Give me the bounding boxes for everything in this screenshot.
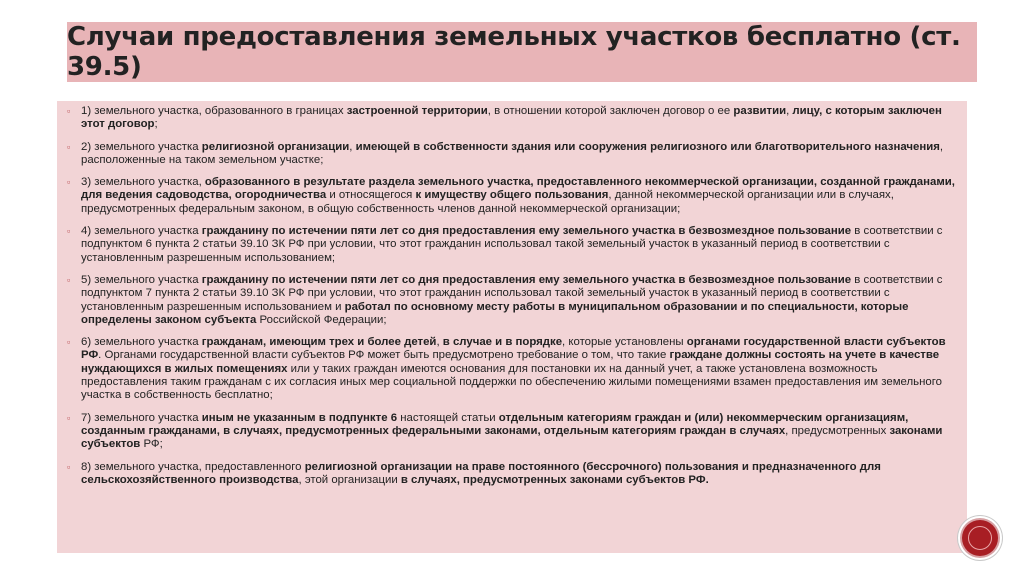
emphasis-text: образованного в результате раздела земельного участка, предоставленного некоммерческой организации, созданной гражданами, для ведения садоводства, огородничества bbox=[81, 176, 955, 202]
plain-text: Российской Федерации; bbox=[256, 313, 387, 326]
list-item-text bbox=[81, 141, 959, 168]
bullet-icon: ▫ bbox=[67, 177, 71, 188]
plain-text: и относящегося bbox=[326, 189, 416, 202]
emphasis-text: застроенной территории bbox=[346, 105, 488, 117]
list-item bbox=[67, 412, 959, 452]
emphasis-text: гражданину по истечении пяти лет со дня предоставления ему земельного участка в безвозмездное пользование bbox=[201, 273, 852, 286]
plain-text: , предусмотренных bbox=[785, 424, 890, 437]
list-item-text bbox=[81, 336, 959, 402]
plain-text: 6) земельного участка bbox=[81, 336, 202, 349]
plain-text: , которые установлены bbox=[562, 336, 687, 349]
emphasis-text: лицу, с которым заключен этот договор bbox=[81, 105, 942, 131]
emphasis-text: работал по основному месту работы в муниципальном образовании и по специальности, которые определены законом субъекта bbox=[81, 300, 909, 326]
list-item-text bbox=[81, 461, 959, 488]
bullet-icon: ▫ bbox=[67, 274, 71, 285]
emphasis-text: в случаях, предусмотренных законами субъектов РФ. bbox=[400, 473, 709, 486]
emphasis-text: в случае и в порядке bbox=[442, 336, 563, 349]
emphasis-text: органами государственной власти субъектов РФ bbox=[81, 336, 946, 362]
list-item bbox=[67, 141, 959, 168]
bullet-icon: ▫ bbox=[67, 337, 71, 348]
list-item bbox=[67, 225, 959, 265]
emphasis-text: гражданину по истечении пяти лет со дня предоставления ему земельного участка в безвозмездное пользование bbox=[201, 225, 852, 238]
plain-text: . Органами государственной власти субъектов РФ может быть предусмотрено требование о том, что такие bbox=[98, 349, 670, 362]
emphasis-text: гражданам, имеющим трех и более детей bbox=[201, 336, 437, 349]
emphasis-text: религиозной организации bbox=[201, 140, 350, 153]
plain-text: , расположенные на таком земельном участке; bbox=[81, 140, 944, 166]
plain-text: 1) земельного участка, образованного в границах bbox=[81, 105, 347, 117]
list-item bbox=[67, 274, 959, 327]
list-item bbox=[67, 176, 959, 216]
emphasis-text: отдельным категориям граждан и (или) некоммерческим организациям, созданным гражданами, в случаях, предусмотренных федеральными законами, отдельным категориям граждан в случаях bbox=[81, 411, 909, 437]
plain-text: , bbox=[349, 140, 356, 153]
emphasis-text: законами субъектов bbox=[81, 424, 943, 451]
plain-text: 8) земельного участка, предоставленного bbox=[81, 460, 305, 473]
list-item-text bbox=[81, 176, 959, 216]
plain-text: ; bbox=[154, 118, 158, 131]
plain-text: настоящей статьи bbox=[397, 411, 499, 424]
emphasis-text: иным не указанным в подпункте 6 bbox=[201, 411, 398, 424]
bullet-icon: ▫ bbox=[67, 106, 71, 116]
list-item-text bbox=[81, 412, 959, 452]
bullet-icon: ▫ bbox=[67, 412, 71, 423]
plain-text: 7) земельного участка bbox=[81, 411, 202, 424]
plain-text: РФ; bbox=[140, 438, 163, 451]
decorative-ring-icon bbox=[968, 526, 992, 550]
plain-text: в соответствии с подпунктом 6 пункта 2 статьи 39.10 ЗК РФ при условии, что этот гражданин использовал такой земельный участок в указанный период в соответствии с установленным разрешенным использованием; bbox=[81, 225, 943, 264]
emphasis-text: религиозной организации на праве постоянного (бессрочного) пользования и предназначенного для сельскохозяйственного производства bbox=[81, 460, 881, 486]
list-item bbox=[67, 461, 959, 488]
bullet-icon: ▫ bbox=[67, 226, 71, 237]
content-panel bbox=[57, 101, 967, 553]
article-list bbox=[67, 105, 959, 487]
decorative-circle-icon bbox=[962, 520, 998, 556]
list-item-text bbox=[81, 225, 959, 265]
plain-text: 2) земельного участка bbox=[81, 140, 202, 153]
emphasis-text: граждане должны состоять на учете в качестве нуждающихся в жилых помещениях bbox=[81, 349, 940, 375]
emphasis-text: развитии bbox=[733, 105, 787, 117]
emphasis-text: к имуществу общего пользования bbox=[415, 189, 609, 202]
list-item-text bbox=[81, 274, 959, 327]
plain-text: или у таких граждан имеются основания для постановки их на данный учет, а также установлена возможность предоставления таким гражданам с их согласия иных мер социальной поддержки по обеспечению жилыми помещениями взамен предоставления им земельного участка в собственность бесплатно; bbox=[81, 362, 942, 402]
plain-text: , bbox=[436, 336, 443, 349]
plain-text: 5) земельного участка bbox=[81, 273, 202, 286]
list-item-text bbox=[81, 105, 959, 132]
plain-text: , данной некоммерческой организации или в случаях, предусмотренных федеральным законом, в общую собственность членов данной некоммерческой организации; bbox=[81, 189, 894, 215]
plain-text: , в отношении которой заключен договор о ее bbox=[487, 105, 734, 117]
plain-text: , bbox=[786, 105, 793, 117]
plain-text: в соответствии с подпунктом 7 пункта 2 статьи 39.10 ЗК РФ при условии, что этот гражданин использовал такой земельный участок в указанный период в соответствии с установленным разрешенным использованием и bbox=[81, 273, 943, 313]
bullet-icon: ▫ bbox=[67, 141, 71, 152]
bullet-icon: ▫ bbox=[67, 461, 71, 472]
plain-text: 3) земельного участка, bbox=[81, 176, 205, 189]
plain-text: 4) земельного участка bbox=[81, 225, 202, 238]
page-title: Случаи предоставления земельных участков бесплатно (ст. 39.5) bbox=[67, 22, 961, 82]
emphasis-text: имеющей в собственности здания или сооружения религиозного или благотворительного назначения bbox=[355, 140, 940, 153]
list-item bbox=[67, 105, 959, 132]
list-item bbox=[67, 336, 959, 402]
plain-text: , этой организации bbox=[298, 473, 401, 486]
title-banner bbox=[67, 22, 977, 82]
